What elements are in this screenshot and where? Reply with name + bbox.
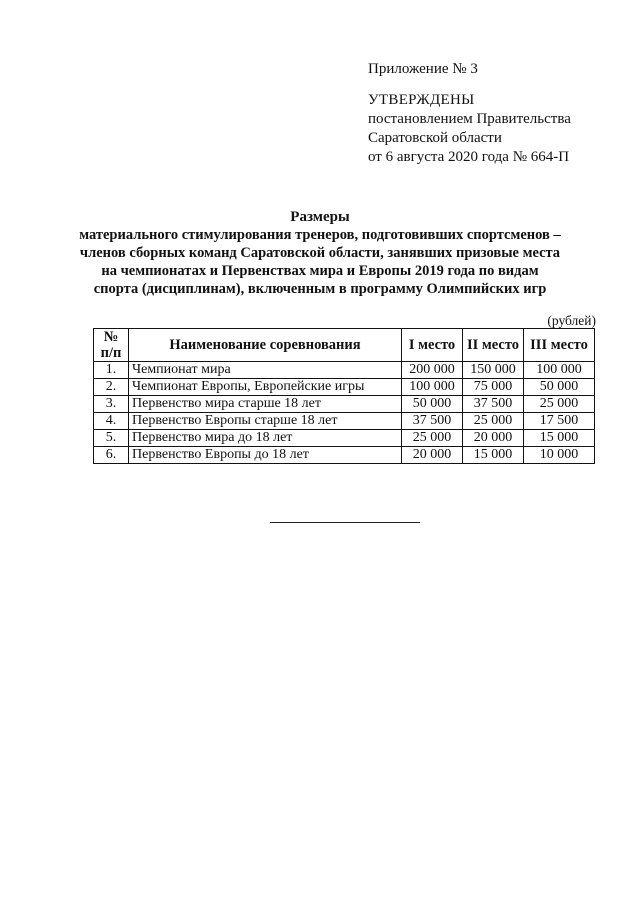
heading-line: спорта (дисциплинам), включенным в программу Олимпийских игр — [93, 281, 547, 297]
competition-name: Первенство Европы старше 18 лет — [129, 413, 402, 430]
first-place-amount: 200 000 — [402, 362, 463, 379]
table-row — [94, 379, 595, 396]
second-place-amount: 75 000 — [463, 379, 524, 396]
third-place-amount: 15 000 — [524, 430, 595, 447]
second-place-amount: 20 000 — [463, 430, 524, 447]
header-competition: Наименование соревнования — [129, 329, 402, 362]
heading-title: Размеры — [290, 209, 350, 225]
table-row — [94, 447, 595, 464]
second-place-amount: 15 000 — [463, 447, 524, 464]
competition-name: Первенство мира до 18 лет — [129, 430, 402, 447]
heading-line: материального стимулирования тренеров, подготовивших спортсменов – — [79, 227, 561, 243]
approval-block — [368, 60, 571, 167]
approved-label: УТВЕРЖДЕНЫ — [368, 92, 475, 108]
third-place-amount: 25 000 — [524, 396, 595, 413]
heading-line: членов сборных команд Саратовской области, занявших призовые места — [79, 245, 561, 261]
row-number: 6. — [94, 447, 129, 464]
approval-line: постановлением Правительства — [368, 111, 571, 127]
header-third-place: III место — [524, 329, 595, 362]
competition-name: Чемпионат Европы, Европейские игры — [129, 379, 402, 396]
row-number: 3. — [94, 396, 129, 413]
document-heading — [60, 208, 580, 298]
third-place-amount: 100 000 — [524, 362, 595, 379]
header-number: № п/п — [94, 329, 129, 362]
row-number: 2. — [94, 379, 129, 396]
table-row — [94, 430, 595, 447]
approval-line: Саратовской области — [368, 130, 502, 146]
approval-line: от 6 августа 2020 года № 664-П — [368, 149, 570, 165]
second-place-amount: 25 000 — [463, 413, 524, 430]
table-header-row — [94, 329, 595, 362]
first-place-amount: 50 000 — [402, 396, 463, 413]
header-second-place: II место — [463, 329, 524, 362]
competition-name: Чемпионат мира — [129, 362, 402, 379]
table-row — [94, 362, 595, 379]
first-place-amount: 20 000 — [402, 447, 463, 464]
first-place-amount: 100 000 — [402, 379, 463, 396]
table-row — [94, 413, 595, 430]
second-place-amount: 37 500 — [463, 396, 524, 413]
third-place-amount: 10 000 — [524, 447, 595, 464]
header-first-place: I место — [402, 329, 463, 362]
first-place-amount: 25 000 — [402, 430, 463, 447]
appendix-label: Приложение № 3 — [368, 61, 478, 77]
third-place-amount: 17 500 — [524, 413, 595, 430]
table-row — [94, 396, 595, 413]
heading-line: на чемпионатах и Первенствах мира и Европы 2019 года по видам — [101, 263, 539, 279]
competition-name: Первенство мира старше 18 лет — [129, 396, 402, 413]
third-place-amount: 50 000 — [524, 379, 595, 396]
second-place-amount: 150 000 — [463, 362, 524, 379]
closing-divider — [270, 522, 420, 523]
competition-name: Первенство Европы до 18 лет — [129, 447, 402, 464]
row-number: 4. — [94, 413, 129, 430]
prize-table — [93, 328, 595, 464]
currency-unit: (рублей) — [547, 313, 596, 328]
row-number: 1. — [94, 362, 129, 379]
row-number: 5. — [94, 430, 129, 447]
first-place-amount: 37 500 — [402, 413, 463, 430]
